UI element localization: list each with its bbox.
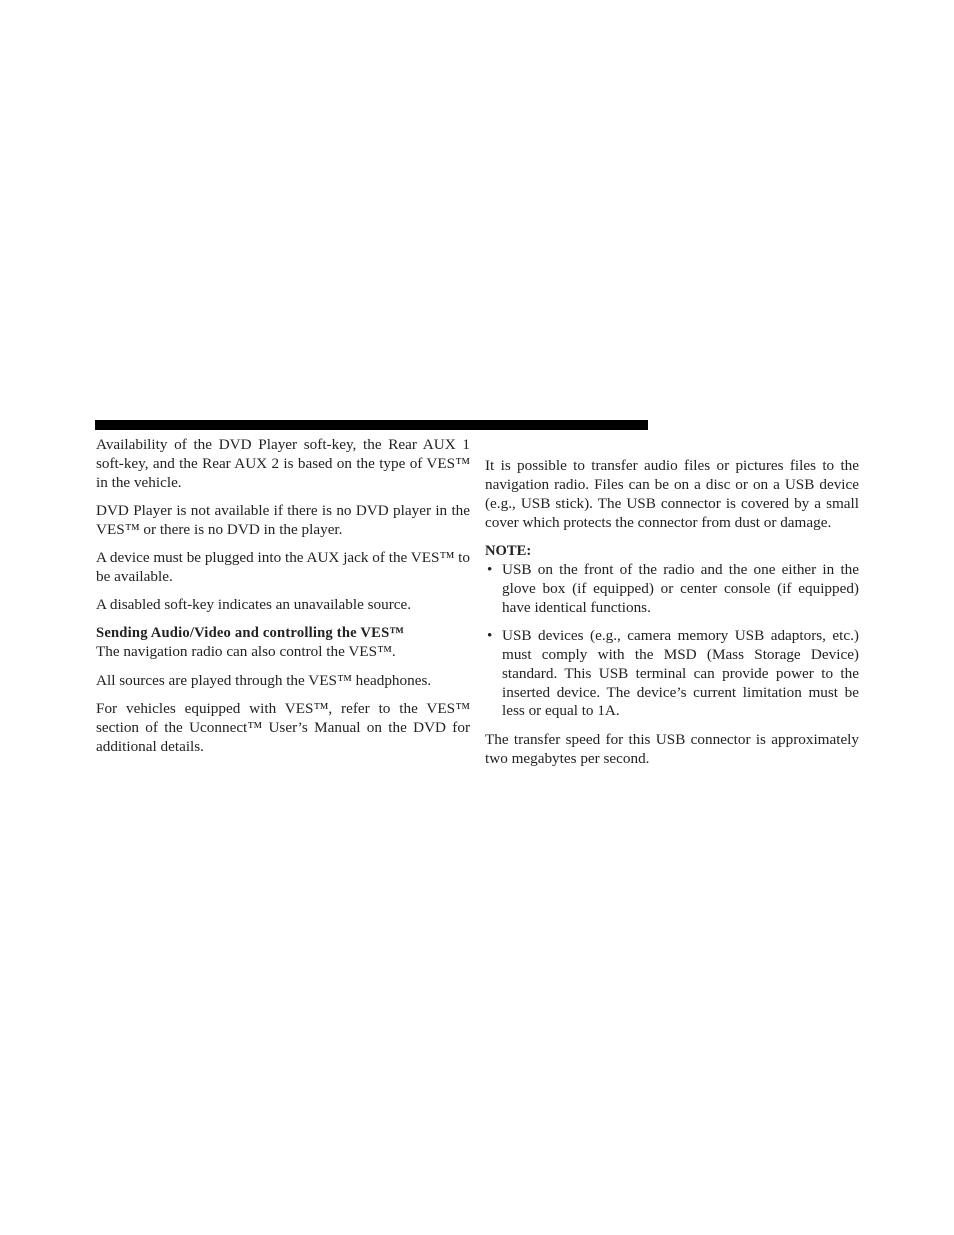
- list-item-text: USB devices (e.g., camera memory USB adaptors, etc.) must comply with the MSD (Mass Storage Device) standard. This USB terminal can provide power to the inserted device. The device’s current limitation must be less or equal to 1A.: [502, 626, 859, 720]
- list-item: [485, 561, 859, 618]
- right-column: [485, 457, 859, 778]
- paragraph-availability: Availability of the DVD Player soft-key, the Rear AUX 1 soft-key, and the Rear AUX 2 is based on the type of VES™ in the vehicle.: [96, 436, 470, 491]
- left-column: [96, 436, 470, 766]
- paragraph-aux-jack: A device must be plugged into the AUX jack of the VES™ to be available.: [96, 549, 470, 586]
- bullet-marker: •: [487, 560, 493, 578]
- list-item: [485, 627, 859, 722]
- note-label: NOTE:: [485, 542, 532, 559]
- section-header-bar: [95, 420, 648, 430]
- note-bullet-list: [485, 561, 859, 722]
- paragraph-transfer-speed: The transfer speed for this USB connector is approximately two megabytes per second.: [485, 730, 859, 767]
- bullet-marker: •: [487, 626, 493, 644]
- paragraph-refer-manual: For vehicles equipped with VES™, refer to the VES™ section of the Uconnect™ User’s Manual on the DVD for additional details.: [96, 699, 470, 755]
- paragraph-control-ves: The navigation radio can also control the VES™.: [96, 643, 396, 661]
- paragraph-headphones: All sources are played through the VES™ headphones.: [96, 671, 432, 689]
- section-heading-sending-audio-video: Sending Audio/Video and controlling the VES™: [96, 625, 405, 642]
- list-item-text: USB on the front of the radio and the one either in the glove box (if equipped) or center console (if equipped) have identical functions.: [502, 560, 859, 616]
- paragraph-disabled-soft-key: A disabled soft-key indicates an unavailable source.: [96, 596, 412, 614]
- paragraph-dvd-player: DVD Player is not available if there is no DVD player in the VES™ or there is no DVD in the player.: [96, 502, 470, 538]
- paragraph-transfer-files: It is possible to transfer audio files or pictures files to the navigation radio. Files can be on a disc or on a USB device (e.g., USB stick). The USB connector is covered by a small cover which protects the connector from dust or damage.: [485, 457, 859, 531]
